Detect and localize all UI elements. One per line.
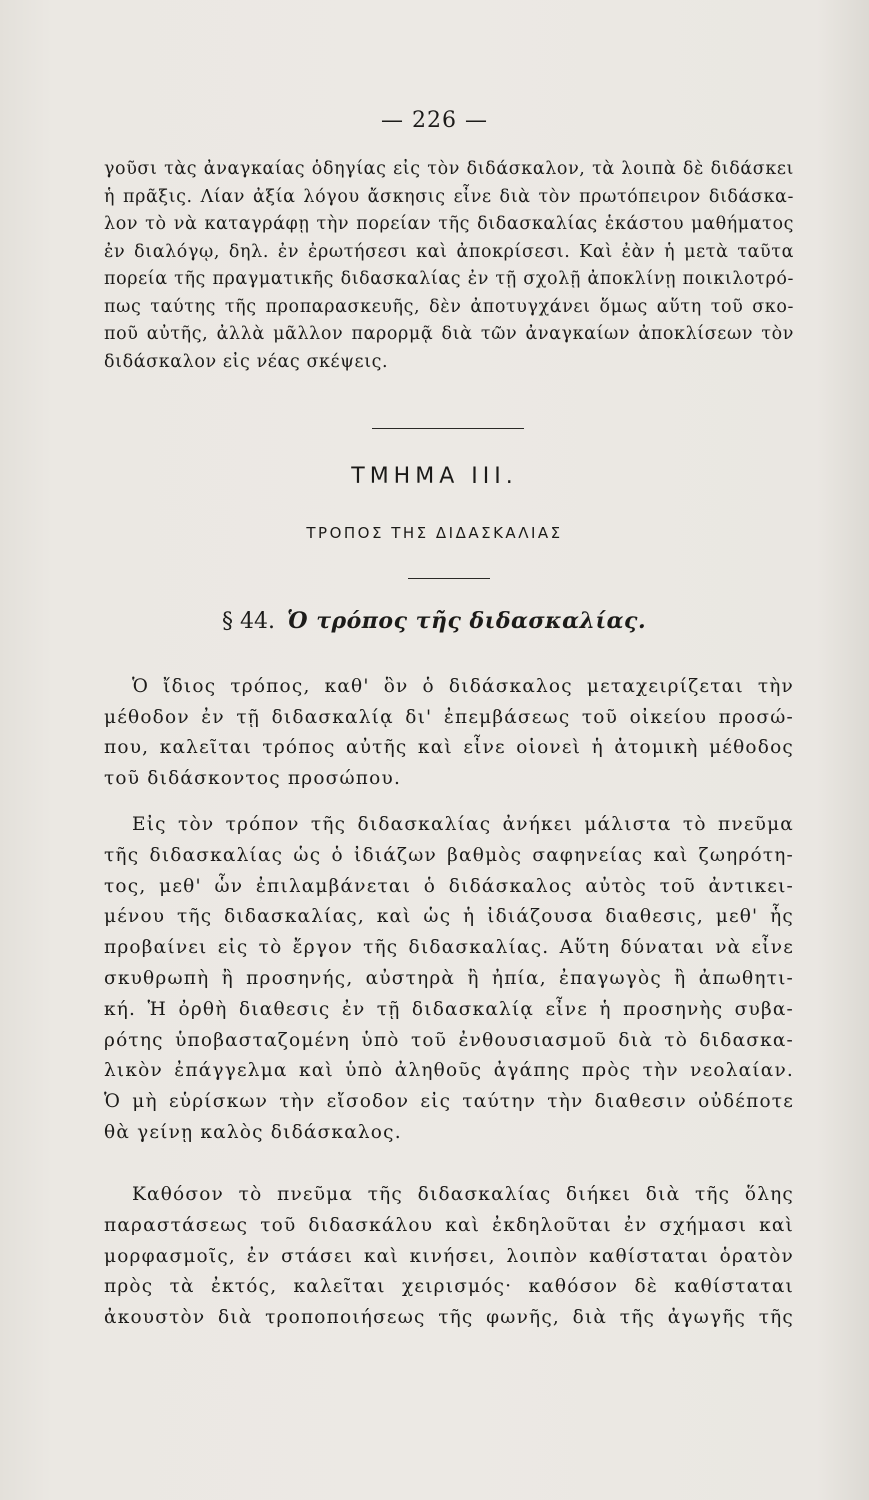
divider-rule [408, 578, 490, 579]
text-line: θὰ γείνῃ καλὸς διδάσκαλος. [104, 1121, 402, 1143]
text-line: διδάσκαλον εἰς νέας σκέψεις. [104, 351, 389, 372]
text-line: μένου τῆς διδασκαλίας, καὶ ὡς ἡ ἰδιάζουσα διαθεσις, μεθ' ἧς [104, 906, 794, 928]
section-subtitle: ΤΡΟΠΟΣ ΤΗΣ ΔΙΔΑΣΚΑΛΙΑΣ [306, 524, 563, 542]
text-line: πορεία τῆς πραγματικῆς διδασκαλίας ἐν τῇ σχολῇ ἀποκλίνῃ ποικιλοτρό- [104, 269, 794, 289]
paragraph [104, 810, 794, 1149]
page-number: — 226 — [381, 108, 488, 133]
text-line: παραστάσεως τοῦ διδασκάλου καὶ ἐκδηλοῦται ἐν σχήμασι καὶ [104, 1214, 794, 1236]
paragraph-heading [222, 608, 646, 634]
text-line: σκυθρωπὴ ἢ προσηνής, αὐστηρὰ ἢ ἠπία, ἐπαγωγὸς ἢ ἀπωθητι- [104, 967, 794, 989]
section-number: § 44. [222, 609, 275, 634]
text-line: ἡ πρᾶξις. Λίαν ἀξία λόγου ἄσκησις εἶνε διὰ τὸν πρωτόπειρον διδάσκα- [104, 186, 794, 207]
paragraph-continuation [104, 156, 794, 376]
text-line: τος, μεθ' ὧν ἐπιλαμβάνεται ὁ διδάσκαλος αὐτὸς τοῦ ἀντικει- [104, 875, 794, 897]
text-line: λον τὸ νὰ καταγράφῃ τὴν πορείαν τῆς διδασκαλίας ἑκάστου μαθήματος [104, 214, 794, 234]
text-line: πως ταύτης τῆς προπαρασκευῆς, δὲν ἀποτυγχάνει ὅμως αὕτη τοῦ σκο- [104, 296, 794, 317]
text-line: ποῦ αὐτῆς, ἀλλὰ μᾶλλον παρορμᾷ διὰ τῶν ἀναγκαίων ἀποκλίσεων τὸν [104, 324, 794, 344]
text-line: ἀκουστὸν διὰ τροποποιήσεως τῆς φωνῆς, διὰ τῆς ἀγωγῆς τῆς [104, 1307, 794, 1329]
heading-title: Ὁ τρόπος τῆς διδασκαλίας. [286, 608, 647, 634]
divider-rule [372, 428, 524, 429]
text-line: μέθοδον ἐν τῇ διδασκαλίᾳ δι' ἐπεμβάσεως τοῦ οἰκείου προσώ- [104, 706, 794, 728]
text-line: μορφασμοῖς, ἐν στάσει καὶ κινήσει, λοιπὸν καθίσταται ὁρατὸν [104, 1245, 794, 1267]
text-line: ρότης ὑποβασταζομένη ὑπὸ τοῦ ἐνθουσιασμοῦ διὰ τὸ διδασκα- [104, 1029, 794, 1051]
text-line: τοῦ διδάσκοντος προσώπου. [104, 767, 402, 789]
text-line: ἐν διαλόγῳ, δηλ. ἐν ἐρωτήσεσι καὶ ἀποκρίσεσι. Καὶ ἐὰν ἡ μετὰ ταῦτα [104, 241, 794, 262]
text-line: Καθόσον τὸ πνεῦμα τῆς διδασκαλίας διήκει διὰ τῆς ὅλης [132, 1184, 794, 1205]
text-line: Εἰς τὸν τρόπον τῆς διδασκαλίας ἀνήκει μάλιστα τὸ πνεῦμα [132, 814, 794, 835]
text-line: πρὸς τὰ ἐκτός, καλεῖται χειρισμός· καθόσον δὲ καθίσταται [104, 1276, 794, 1298]
paragraph [104, 672, 794, 794]
text-line: γοῦσι τὰς ἀναγκαίας ὁδηγίας εἰς τὸν διδάσκαλον, τὰ λοιπὰ δὲ διδάσκει [104, 159, 794, 179]
paragraph [104, 1180, 794, 1334]
text-line: κή. Ἡ ὀρθὴ διαθεσις ἐν τῇ διδασκαλίᾳ εἶνε ἡ προσηνὴς συβα- [104, 998, 794, 1020]
text-line: προβαίνει εἰς τὸ ἔργον τῆς διδασκαλίας. Αὕτη δύναται νὰ εἶνε [104, 937, 794, 959]
section-title: ΤΜΗΜΑ III. [351, 464, 518, 489]
text-line: λικὸν ἐπάγγελμα καὶ ὑπὸ ἀληθοῦς ἀγάπης πρὸς τὴν νεολαίαν. [104, 1060, 794, 1082]
text-line: Ὁ μὴ εὑρίσκων τὴν εἴσοδον εἰς ταύτην τὴν διαθεσιν οὐδέποτε [104, 1091, 794, 1113]
text-line: Ὁ ἴδιος τρόπος, καθ' ὃν ὁ διδάσκαλος μεταχειρίζεται τὴν [132, 676, 794, 697]
text-line: που, καλεῖται τρόπος αὐτῆς καὶ εἶνε οἱονεὶ ἡ ἀτομικὴ μέθοδος [104, 737, 794, 758]
text-line: τῆς διδασκαλίας ὡς ὁ ἰδιάζων βαθμὸς σαφηνείας καὶ ζωηρότη- [104, 844, 794, 866]
